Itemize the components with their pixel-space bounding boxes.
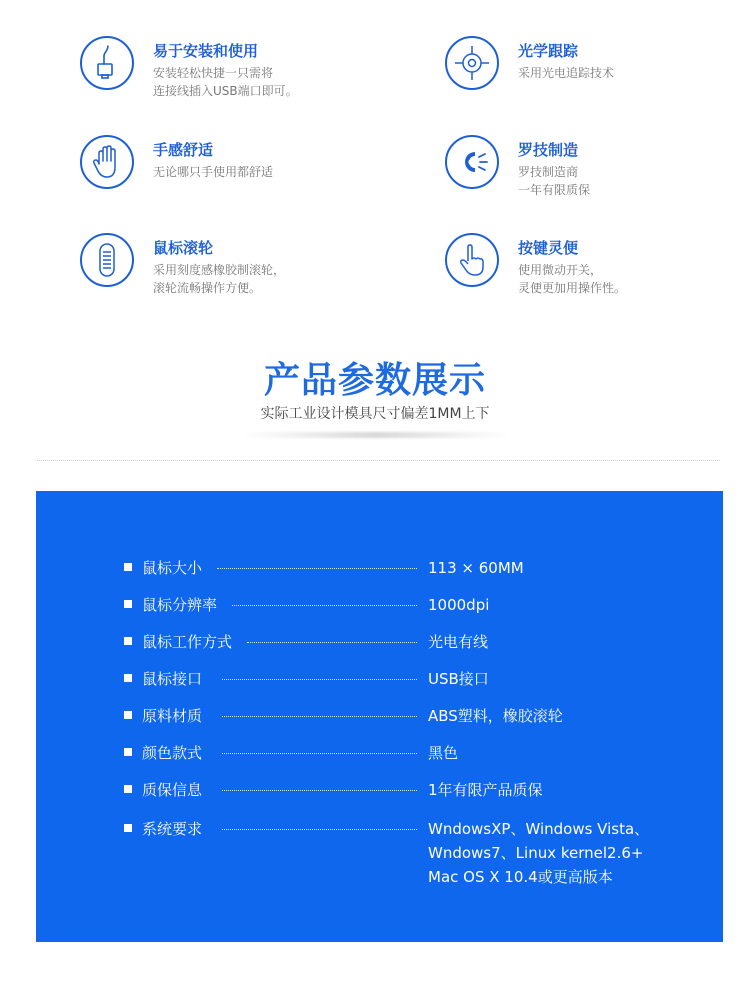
leader-dots <box>222 716 417 717</box>
spec-label: 质保信息 <box>142 781 203 799</box>
bullet-square <box>124 674 132 682</box>
section-subtitle: 实际工业设计模具尺寸偏差1MM上下 <box>260 406 490 422</box>
spec-label: 颜色款式 <box>142 744 203 762</box>
spec-row <box>36 556 723 580</box>
bullet-square <box>124 563 132 571</box>
spec-value: USB接口 <box>428 670 489 688</box>
hand-icon <box>80 135 134 189</box>
spec-value: 113 × 60MM <box>428 559 524 577</box>
spec-value: 1000dpi <box>428 596 490 614</box>
spec-value: 黑色 <box>428 744 459 762</box>
bullet-square <box>124 637 132 645</box>
usb-plug-icon <box>80 36 134 90</box>
spec-row <box>36 593 723 617</box>
feature-easy-install <box>80 36 380 106</box>
spec-value: WndowsXP、Windows Vista、 Wndows7、Linux kernel2.6+ Mac OS X 10.4或更高版本 <box>428 820 650 886</box>
feature-desc: 无论哪只手使用都舒适 <box>153 165 274 179</box>
feature-scroll-wheel <box>80 233 380 303</box>
spec-label: 鼠标接口 <box>142 670 203 688</box>
leader-dots <box>222 753 417 754</box>
spec-panel <box>36 491 723 942</box>
spec-value: ABS塑料，橡胶滚轮 <box>428 707 563 725</box>
feature-title: 罗技制造 <box>518 141 579 159</box>
logitech-logo-icon <box>445 135 499 189</box>
optical-target-icon <box>445 36 499 90</box>
feature-logitech-made <box>445 135 745 205</box>
section-title: 产品参数展示 <box>263 360 486 401</box>
spec-row <box>36 741 723 765</box>
spec-label: 鼠标分辨率 <box>142 596 218 614</box>
dotted-divider <box>37 460 720 461</box>
spec-value: 1年有限产品质保 <box>428 781 543 799</box>
feature-optical-tracking <box>445 36 745 106</box>
spec-row <box>36 667 723 691</box>
title-shadow <box>245 432 507 438</box>
feature-desc: 罗技制造商 一年有限质保 <box>518 165 591 197</box>
feature-title: 易于安装和使用 <box>153 42 259 60</box>
spec-label: 系统要求 <box>142 820 203 838</box>
leader-dots <box>222 679 417 680</box>
feature-comfort <box>80 135 380 205</box>
leader-dots <box>222 829 417 830</box>
bullet-square <box>124 785 132 793</box>
leader-dots <box>217 568 417 569</box>
feature-title: 手感舒适 <box>153 141 214 159</box>
leader-dots <box>222 790 417 791</box>
feature-desc: 采用刻度感橡胶制滚轮， 滚轮流畅操作方便。 <box>153 263 286 295</box>
spec-label: 原料材质 <box>142 707 203 725</box>
spec-row <box>36 704 723 728</box>
feature-desc: 采用光电追踪技术 <box>518 66 615 80</box>
feature-grid <box>0 0 750 330</box>
spec-row <box>36 817 723 887</box>
spec-row <box>36 778 723 802</box>
spec-row <box>36 630 723 654</box>
spec-label: 鼠标工作方式 <box>142 633 233 651</box>
leader-dots <box>232 605 417 606</box>
bullet-square <box>124 600 132 608</box>
spec-value: 光电有线 <box>428 633 489 651</box>
feature-title: 光学跟踪 <box>518 42 579 60</box>
bullet-square <box>124 711 132 719</box>
feature-desc: 使用微动开关， 灵便更加用操作性。 <box>518 263 627 295</box>
bullet-square <box>124 824 132 832</box>
feature-title: 按键灵便 <box>518 239 579 257</box>
feature-title: 鼠标滚轮 <box>153 239 214 257</box>
feature-buttons <box>445 233 745 303</box>
finger-press-icon <box>445 233 499 287</box>
feature-desc: 安装轻松快捷一只需将 连接线插入USB端口即可。 <box>153 66 298 98</box>
bullet-square <box>124 748 132 756</box>
spec-label: 鼠标大小 <box>142 559 203 577</box>
leader-dots <box>247 642 417 643</box>
scroll-wheel-icon <box>80 233 134 287</box>
